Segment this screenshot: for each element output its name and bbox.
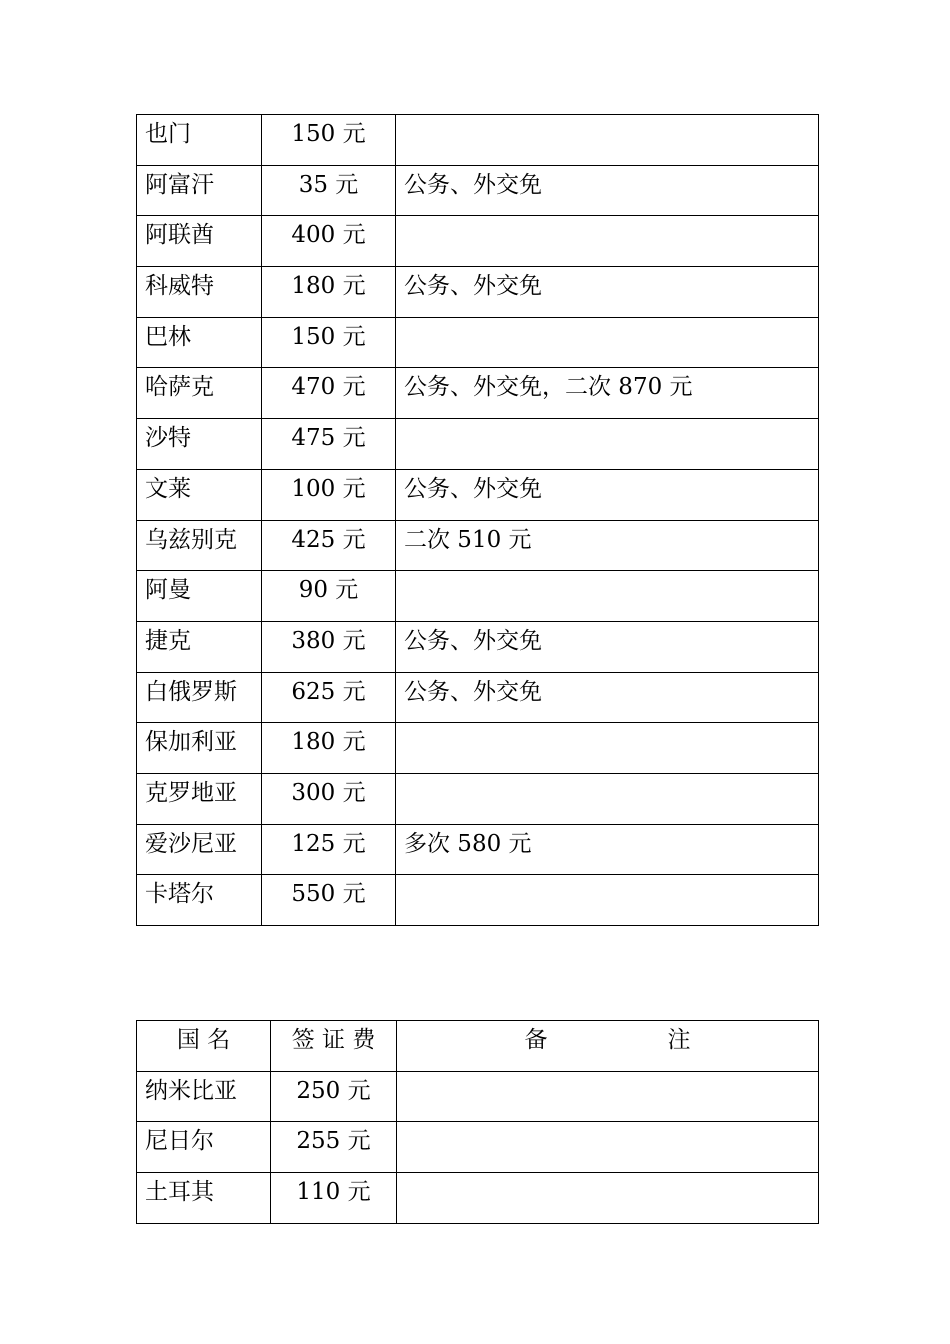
country-cell: 爱沙尼亚 xyxy=(137,824,262,875)
visa-fee-table-continued xyxy=(136,114,819,926)
fee-cell: 625 元 xyxy=(262,672,396,723)
fee-cell: 255 元 xyxy=(271,1122,397,1173)
table-row xyxy=(137,469,819,520)
table-row xyxy=(137,875,819,926)
country-cell: 阿富汗 xyxy=(137,165,262,216)
fee-cell: 425 元 xyxy=(262,520,396,571)
table-row xyxy=(137,520,819,571)
header-note xyxy=(397,1021,819,1072)
note-cell xyxy=(396,317,819,368)
note-cell xyxy=(396,419,819,470)
table-row xyxy=(137,672,819,723)
table-row xyxy=(137,419,819,470)
country-cell: 保加利亚 xyxy=(137,723,262,774)
country-cell: 阿曼 xyxy=(137,571,262,622)
country-cell: 沙特 xyxy=(137,419,262,470)
visa-fee-table-body xyxy=(137,1071,819,1223)
table-row xyxy=(137,1071,819,1122)
fee-cell: 550 元 xyxy=(262,875,396,926)
country-cell: 纳米比亚 xyxy=(137,1071,271,1122)
table-row xyxy=(137,621,819,672)
fee-cell: 180 元 xyxy=(262,723,396,774)
country-cell: 克罗地亚 xyxy=(137,773,262,824)
country-cell: 捷克 xyxy=(137,621,262,672)
table-header-row xyxy=(137,1021,819,1072)
note-cell: 多次 580 元 xyxy=(396,824,819,875)
table-row xyxy=(137,216,819,267)
note-cell xyxy=(396,723,819,774)
fee-cell: 180 元 xyxy=(262,267,396,318)
fee-cell: 90 元 xyxy=(262,571,396,622)
country-cell: 土耳其 xyxy=(137,1173,271,1224)
fee-cell: 475 元 xyxy=(262,419,396,470)
note-cell: 公务、外交免 xyxy=(396,469,819,520)
fee-cell: 150 元 xyxy=(262,115,396,166)
note-cell: 公务、外交免，二次 870 元 xyxy=(396,368,819,419)
table-row xyxy=(137,1173,819,1224)
note-cell xyxy=(396,875,819,926)
table-row xyxy=(137,165,819,216)
country-cell: 卡塔尔 xyxy=(137,875,262,926)
table-row xyxy=(137,1122,819,1173)
fee-cell: 380 元 xyxy=(262,621,396,672)
note-cell: 公务、外交免 xyxy=(396,621,819,672)
table-row xyxy=(137,723,819,774)
fee-cell: 250 元 xyxy=(271,1071,397,1122)
country-cell: 阿联酋 xyxy=(137,216,262,267)
note-cell xyxy=(396,773,819,824)
table-row xyxy=(137,773,819,824)
fee-cell: 35 元 xyxy=(262,165,396,216)
header-note-part1: 备 xyxy=(524,1027,548,1053)
country-cell: 巴林 xyxy=(137,317,262,368)
header-note-part2: 注 xyxy=(667,1027,691,1053)
note-cell xyxy=(396,571,819,622)
visa-fee-table-body xyxy=(137,115,819,926)
note-cell xyxy=(396,216,819,267)
table-row xyxy=(137,317,819,368)
table-row xyxy=(137,571,819,622)
fee-cell: 470 元 xyxy=(262,368,396,419)
table-row xyxy=(137,267,819,318)
note-cell xyxy=(397,1071,819,1122)
country-cell: 文莱 xyxy=(137,469,262,520)
header-fee: 签 证 费 xyxy=(271,1021,397,1072)
fee-cell: 100 元 xyxy=(262,469,396,520)
note-cell: 二次 510 元 xyxy=(396,520,819,571)
fee-cell: 110 元 xyxy=(271,1173,397,1224)
country-cell: 乌兹别克 xyxy=(137,520,262,571)
country-cell: 尼日尔 xyxy=(137,1122,271,1173)
country-cell: 科威特 xyxy=(137,267,262,318)
fee-cell: 125 元 xyxy=(262,824,396,875)
note-cell: 公务、外交免 xyxy=(396,672,819,723)
note-cell: 公务、外交免 xyxy=(396,165,819,216)
table-row xyxy=(137,115,819,166)
country-cell: 哈萨克 xyxy=(137,368,262,419)
fee-cell: 300 元 xyxy=(262,773,396,824)
table-row xyxy=(137,368,819,419)
note-cell xyxy=(397,1173,819,1224)
visa-fee-table xyxy=(136,1020,819,1224)
note-cell: 公务、外交免 xyxy=(396,267,819,318)
note-cell xyxy=(397,1122,819,1173)
fee-cell: 400 元 xyxy=(262,216,396,267)
country-cell: 也门 xyxy=(137,115,262,166)
note-cell xyxy=(396,115,819,166)
country-cell: 白俄罗斯 xyxy=(137,672,262,723)
fee-cell: 150 元 xyxy=(262,317,396,368)
header-country: 国 名 xyxy=(137,1021,271,1072)
table-row xyxy=(137,824,819,875)
